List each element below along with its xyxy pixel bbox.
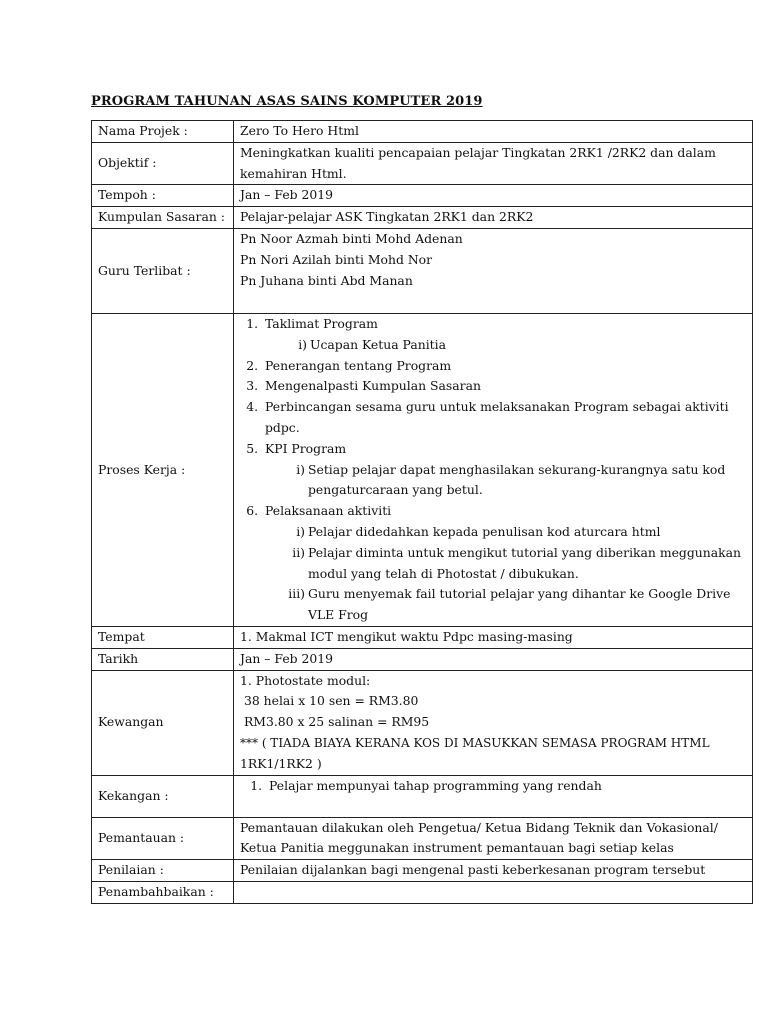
table-row-proses-kerja [92, 313, 753, 626]
table-row-kewangan [92, 670, 753, 775]
sub-list [265, 460, 746, 502]
list-item [287, 460, 746, 502]
table-row-penilaian [92, 860, 753, 882]
kewangan-line: 1RK1/1RK2 ) [240, 755, 322, 771]
step-text: Taklimat Program [265, 315, 378, 331]
list-item [262, 397, 746, 439]
step-text: KPI Program [265, 440, 347, 456]
table-row-kekangan [92, 775, 753, 817]
value-tarikh: Jan – Feb 2019 [234, 648, 753, 670]
label-objektif: Objektif : [92, 142, 234, 185]
value-kewangan [234, 670, 753, 775]
value-nama-projek: Zero To Hero Html [234, 121, 753, 143]
sub-marker: i) [298, 336, 307, 352]
value-pemantauan: Pemantauan dilakukan oleh Pengetua/ Ketua Bidang Teknik dan Vokasional/ Ketua Panitia meggunakan instrument pemantauan bagi setiap kelas [234, 817, 753, 860]
value-penilaian: Penilaian dijalankan bagi mengenal pasti keberkesanan program tersebut [234, 860, 753, 882]
label-nama-projek: Nama Projek : [92, 121, 234, 143]
table-row-tempat [92, 626, 753, 648]
list-item [287, 522, 746, 543]
kewangan-line: 38 helai x 10 sen = RM3.80 [240, 693, 419, 709]
sub-text: Pelajar diminta untuk mengikut tutorial yang diberikan meggunakan modul yang telah di Photostat / dibukukan. [308, 544, 742, 581]
table-row-guru-terlibat [92, 228, 753, 313]
proses-steps-list [240, 314, 746, 626]
sub-text: Ucapan Ketua Panitia [310, 336, 446, 352]
step-text: Penerangan tentang Program [265, 357, 452, 373]
label-penilaian: Penilaian : [92, 860, 234, 882]
table-row-pemantauan [92, 817, 753, 860]
guru-line: Pn Nori Azilah binti Mohd Nor [240, 251, 433, 267]
kewangan-line: 1. Photostate modul: [240, 672, 371, 688]
guru-line: Pn Noor Azmah binti Mohd Adenan [240, 230, 463, 246]
list-item [289, 335, 746, 356]
page-title: PROGRAM TAHUNAN ASAS SAINS KOMPUTER 2019 [91, 94, 483, 109]
value-tempoh: Jan – Feb 2019 [234, 185, 753, 207]
value-guru-terlibat [234, 228, 753, 313]
label-pemantauan: Pemantauan : [92, 817, 234, 860]
table-row-nama-projek [92, 121, 753, 143]
list-item [287, 584, 746, 626]
table-row-kumpulan-sasaran [92, 207, 753, 229]
step-text: Perbincangan sesama guru untuk melaksanakan Program sebagai aktiviti pdpc. [265, 399, 729, 435]
kewangan-line: *** ( TIADA BIAYA KERANA KOS DI MASUKKAN SEMASA PROGRAM HTML [240, 735, 710, 750]
table-row-penambahbaikan [92, 881, 753, 903]
value-proses-kerja [234, 313, 753, 626]
program-table [91, 120, 753, 904]
value-kekangan [234, 775, 753, 817]
sub-list [265, 335, 746, 356]
table-row-objektif [92, 142, 753, 185]
list-item [266, 776, 746, 797]
step-text: Mengenalpasti Kumpulan Sasaran [265, 378, 481, 394]
label-penambahbaikan: Penambahbaikan : [92, 881, 234, 903]
table-row-tarikh [92, 648, 753, 670]
sub-text: Guru menyemak fail tutorial pelajar yang dihantar ke Google Drive VLE Frog [308, 586, 731, 623]
label-guru-terlibat: Guru Terlibat : [92, 228, 234, 313]
guru-line: Pn Juhana binti Abd Manan [240, 272, 413, 288]
sub-text: Setiap pelajar dapat menghasilakan sekurang-kurangnya satu kod pengaturcaraan yang betul. [308, 461, 726, 498]
value-tempat: 1. Makmal ICT mengikut waktu Pdpc masing-masing [234, 626, 753, 648]
label-kewangan: Kewangan [92, 670, 234, 775]
table-row-tempoh [92, 185, 753, 207]
list-item [287, 543, 746, 585]
label-kumpulan-sasaran: Kumpulan Sasaran : [92, 207, 234, 229]
list-item [262, 376, 746, 397]
value-kumpulan-sasaran: Pelajar-pelajar ASK Tingkatan 2RK1 dan 2RK2 [234, 207, 753, 229]
step-text: Pelaksanaan aktiviti [265, 503, 392, 519]
kewangan-line: RM3.80 x 25 salinan = RM95 [240, 714, 430, 730]
label-tempoh: Tempoh : [92, 185, 234, 207]
sub-marker: i) [296, 523, 305, 539]
sub-marker: i) [296, 461, 305, 477]
sub-text: Pelajar didedahkan kepada penulisan kod aturcara html [308, 523, 661, 539]
value-penambahbaikan [234, 881, 753, 903]
label-tempat: Tempat [92, 626, 234, 648]
sub-list [265, 522, 746, 626]
list-item [262, 501, 746, 626]
list-item [262, 314, 746, 356]
list-item [262, 356, 746, 377]
list-item [262, 439, 746, 501]
kekangan-text: Pelajar mempunyai tahap programming yang rendah [269, 777, 602, 793]
sub-marker: ii) [292, 544, 305, 560]
sub-marker: iii) [288, 586, 305, 602]
kekangan-list [240, 776, 746, 797]
label-tarikh: Tarikh [92, 648, 234, 670]
label-kekangan: Kekangan : [92, 775, 234, 817]
value-objektif: Meningkatkan kualiti pencapaian pelajar Tingkatan 2RK1 /2RK2 dan dalam kemahiran Html. [234, 142, 753, 185]
label-proses-kerja: Proses Kerja : [92, 313, 234, 626]
